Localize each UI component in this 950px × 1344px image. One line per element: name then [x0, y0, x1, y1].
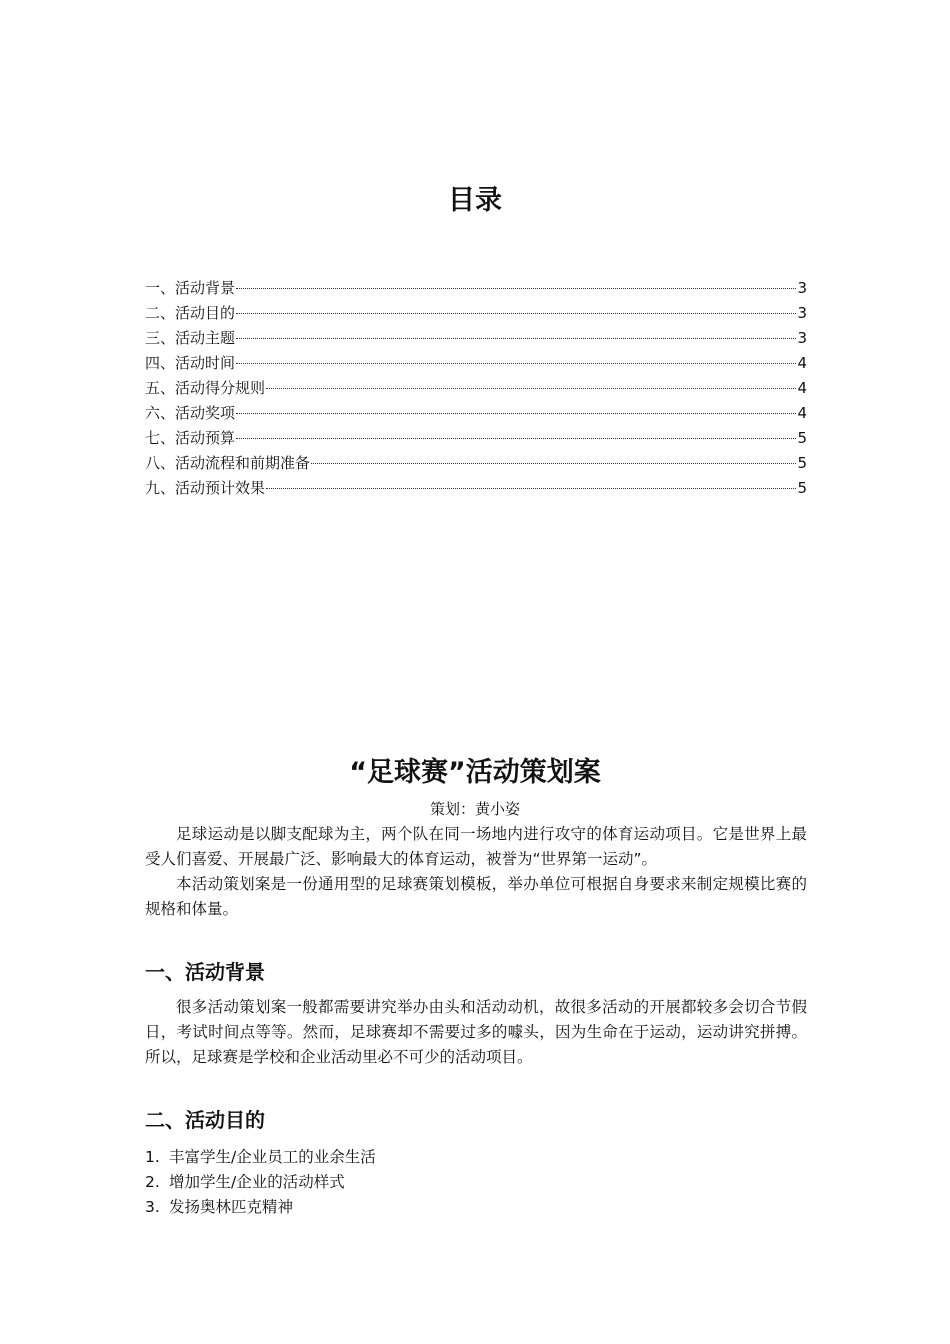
toc-dot-leader	[266, 488, 796, 489]
toc-dot-leader	[236, 313, 796, 314]
toc-entry[interactable]	[145, 376, 807, 401]
toc-entry-page: 5	[797, 454, 807, 472]
toc-entry-page: 3	[797, 279, 807, 297]
toc-entry-page: 3	[797, 329, 807, 347]
toc-entry-page: 4	[797, 354, 807, 372]
toc-dot-leader	[236, 338, 796, 339]
section-heading-background: 一、活动背景	[145, 960, 265, 984]
toc-dot-leader	[236, 438, 796, 439]
purpose-list	[145, 1145, 807, 1220]
toc-entry[interactable]	[145, 476, 807, 501]
toc-entry[interactable]	[145, 401, 807, 426]
toc-entry[interactable]	[145, 351, 807, 376]
document-title: “足球赛”活动策划案	[349, 757, 601, 788]
toc-entry-label: 九、活动预计效果	[145, 479, 266, 497]
toc-entry-label: 二、活动目的	[145, 304, 236, 322]
list-item-number: 2.	[145, 1173, 160, 1191]
toc-entry[interactable]	[145, 301, 807, 326]
toc-entry-page: 5	[797, 479, 807, 497]
toc-dot-leader	[236, 363, 796, 364]
toc-entry-label: 三、活动主题	[145, 329, 236, 347]
author-line: 策划：黄小姿	[429, 800, 520, 818]
toc-entry-label: 四、活动时间	[145, 354, 236, 372]
toc-entry[interactable]	[145, 426, 807, 451]
list-item	[145, 1195, 807, 1220]
list-item-number: 1.	[145, 1148, 160, 1166]
toc-dot-leader	[236, 413, 796, 414]
toc-entry-page: 5	[797, 429, 807, 447]
toc-entry-label: 七、活动预算	[145, 429, 236, 447]
toc-entry[interactable]	[145, 276, 807, 301]
table-of-contents	[145, 276, 807, 501]
toc-entry-label: 六、活动奖项	[145, 404, 236, 422]
toc-dot-leader	[236, 288, 796, 289]
toc-entry-page: 4	[797, 379, 807, 397]
list-item-number: 3.	[145, 1198, 160, 1216]
list-item-text: 增加学生/企业的活动样式	[169, 1173, 345, 1191]
intro-paragraph: 本活动策划案是一份通用型的足球赛策划模板，举办单位可根据自身要求来制定规模比赛的规格和体量。	[145, 875, 807, 918]
toc-entry[interactable]	[145, 326, 807, 351]
toc-entry-label: 一、活动背景	[145, 279, 236, 297]
list-item	[145, 1145, 807, 1170]
toc-entry[interactable]	[145, 451, 807, 476]
toc-entry-page: 4	[797, 404, 807, 422]
intro-paragraph: 足球运动是以脚支配球为主，两个队在同一场地内进行攻守的体育运动项目。它是世界上最受人们喜爱、开展最广泛、影响最大的体育运动，被誉为“世界第一运动”。	[145, 825, 807, 868]
toc-entry-label: 八、活动流程和前期准备	[145, 454, 311, 472]
list-item	[145, 1170, 807, 1195]
toc-entry-page: 3	[797, 304, 807, 322]
list-item-text: 发扬奥林匹克精神	[169, 1198, 294, 1216]
section-heading-purpose: 二、活动目的	[145, 1108, 265, 1132]
toc-dot-leader	[311, 463, 796, 464]
section-body-background: 很多活动策划案一般都需要讲究举办由头和活动动机，故很多活动的开展都较多会切合节假日，考试时间点等等。然而，足球赛却不需要过多的噱头，因为生命在于运动，运动讲究拼搏。所以，足球赛是学校和企业活动里必不可少的活动项目。	[145, 998, 807, 1066]
toc-dot-leader	[266, 388, 796, 389]
toc-entry-label: 五、活动得分规则	[145, 379, 266, 397]
toc-title: 目录	[448, 185, 502, 216]
list-item-text: 丰富学生/企业员工的业余生活	[169, 1148, 376, 1166]
